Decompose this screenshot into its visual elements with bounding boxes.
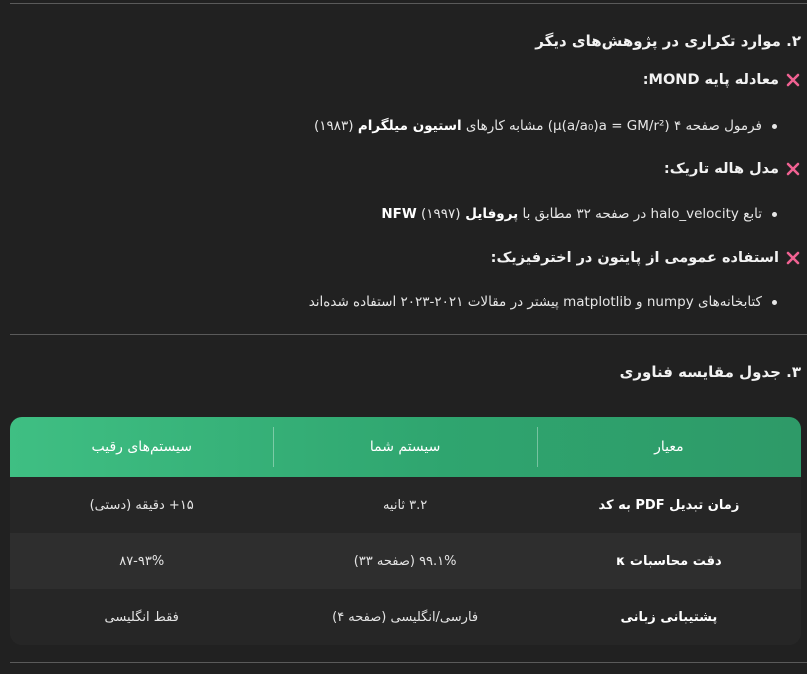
- halo-heading: [664, 161, 801, 177]
- x-mark-icon: [785, 250, 801, 266]
- python-bullet: [309, 294, 777, 310]
- mond-formula: μ(a/a₀)a = GM/r²: [553, 118, 665, 134]
- x-mark-icon: [785, 72, 801, 88]
- cell-criterion: پشتیبانی زبانی: [620, 609, 718, 625]
- halo-bullet-text: تابع halo_velocity در صفحه ۳۲ مطابق با پروفایل NFW (۱۹۹۷): [381, 206, 762, 222]
- cell-rivals: ۸۷-۹۳%: [119, 553, 165, 569]
- header-rivals: سیستم‌های رقیب: [91, 439, 192, 455]
- python-bullet-text: کتابخانه‌های numpy و matplotlib پیشتر در مقالات ۲۰۲۱-۲۰۲۳ استفاده شده‌اند: [308, 294, 762, 310]
- milgrom-name: استیون میلگرام: [357, 118, 462, 134]
- cell-rivals: ۱۵+ دقیقه (دستی): [89, 497, 194, 513]
- comparison-table: [10, 417, 801, 645]
- python-heading-text: استفاده عمومی از پایتون در اخترفیزیک:: [490, 250, 779, 266]
- header-criterion: معیار: [537, 417, 801, 477]
- section-3-title: ۳. جدول مقایسه فناوری: [619, 363, 801, 381]
- mond-heading: [643, 72, 801, 88]
- mond-bullet: [314, 118, 777, 134]
- bullet-dot: [772, 212, 777, 217]
- x-mark-icon: [785, 161, 801, 177]
- halo-code: halo_velocity: [650, 206, 739, 222]
- divider-top: [10, 3, 807, 4]
- table-row: [10, 533, 801, 589]
- halo-bullet: [381, 206, 777, 222]
- bullet-dot: [772, 124, 777, 129]
- cell-criterion: زمان تبدیل PDF به کد: [598, 497, 740, 513]
- cell-yours: فارسی/انگلیسی (صفحه ۴): [332, 609, 479, 625]
- cell-yours: ۳.۲ ثانیه: [382, 497, 428, 513]
- divider-middle: [10, 334, 807, 335]
- header-yours: سیستم شما: [273, 417, 536, 477]
- table-header-row: [10, 417, 801, 477]
- table-row: [10, 477, 801, 533]
- cell-rivals: فقط انگلیسی: [104, 609, 179, 625]
- python-heading: [491, 250, 801, 266]
- divider-bottom: [10, 662, 807, 663]
- section-2-title: ۲. موارد تکراری در پژوهش‌های دیگر: [535, 32, 801, 50]
- nfw-profile: پروفایل NFW: [381, 206, 519, 222]
- cell-criterion: دقت محاسبات κ: [616, 553, 722, 569]
- mond-bullet-text: فرمول صفحه ۴ (μ(a/a₀)a = GM/r²) مشابه کارهای استیون میلگرام (۱۹۸۳): [313, 118, 762, 134]
- cell-yours: ۹۹.۱% (صفحه ۳۳): [353, 553, 457, 569]
- bullet-dot: [772, 300, 777, 305]
- mond-heading-text: معادله پایه MOND:: [642, 72, 779, 88]
- table-row: [10, 589, 801, 645]
- halo-heading-text: مدل هاله تاریک:: [663, 161, 779, 177]
